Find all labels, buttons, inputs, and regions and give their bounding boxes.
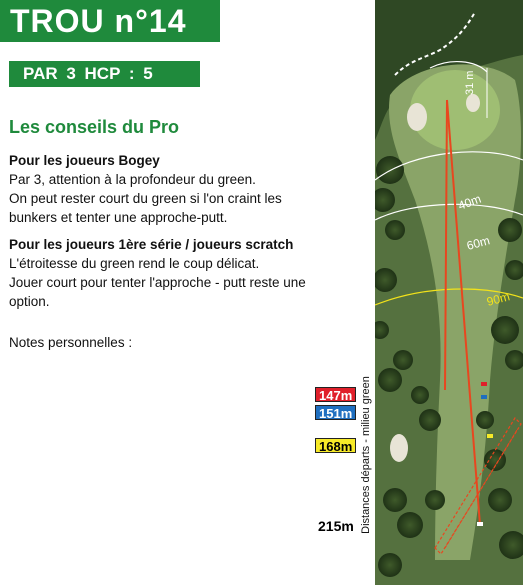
scratch-advice-heading: Pour les joueurs 1ère série / joueurs scratch — [9, 237, 294, 252]
scratch-advice-text: L'étroitesse du green rend le coup délicat. Jouer court pour tenter l'approche - putt reste une option. — [9, 256, 306, 309]
hole-title: TROU n°14 — [0, 0, 220, 42]
tee-marker-white — [477, 522, 483, 526]
tee-distance-red: 147m — [315, 387, 356, 402]
tee-distance-blue: 151m — [315, 405, 356, 420]
personal-notes-label: Notes personnelles : — [9, 335, 133, 350]
pro-tips-title: Les conseils du Pro — [9, 117, 180, 137]
scratch-advice — [9, 235, 309, 311]
tee-marker-red — [481, 382, 487, 386]
bogey-advice-text: Par 3, attention à la profondeur du green. On peut rester court du green si l'on craint les bunkers et tenter une approche-putt. — [9, 172, 282, 225]
tee-distance-yellow: 168m — [315, 438, 356, 453]
bogey-advice — [9, 151, 309, 227]
tee-marker-yellow — [487, 434, 493, 438]
hole-aerial-map — [375, 0, 523, 585]
hole-map-svg — [375, 0, 523, 585]
distance-axis-label: Distances départs - milieu green — [360, 376, 372, 534]
arc-label-60m: 60m — [465, 233, 492, 253]
bogey-advice-heading: Pour les joueurs Bogey — [9, 153, 160, 168]
bunker-fairway — [390, 434, 408, 462]
par-hcp-banner: PAR 3 HCP : 5 — [9, 61, 200, 87]
bunker-left — [407, 103, 427, 131]
arc-label-90m: 90m — [485, 289, 512, 309]
distance-axis-label-box — [358, 375, 374, 535]
bunker-right — [466, 94, 480, 112]
arc-label-40m: 40m — [456, 191, 483, 213]
tee-marker-blue — [481, 395, 487, 399]
green-depth-label: 31 m — [464, 70, 476, 95]
tee-distance-white: 215m — [315, 519, 357, 534]
